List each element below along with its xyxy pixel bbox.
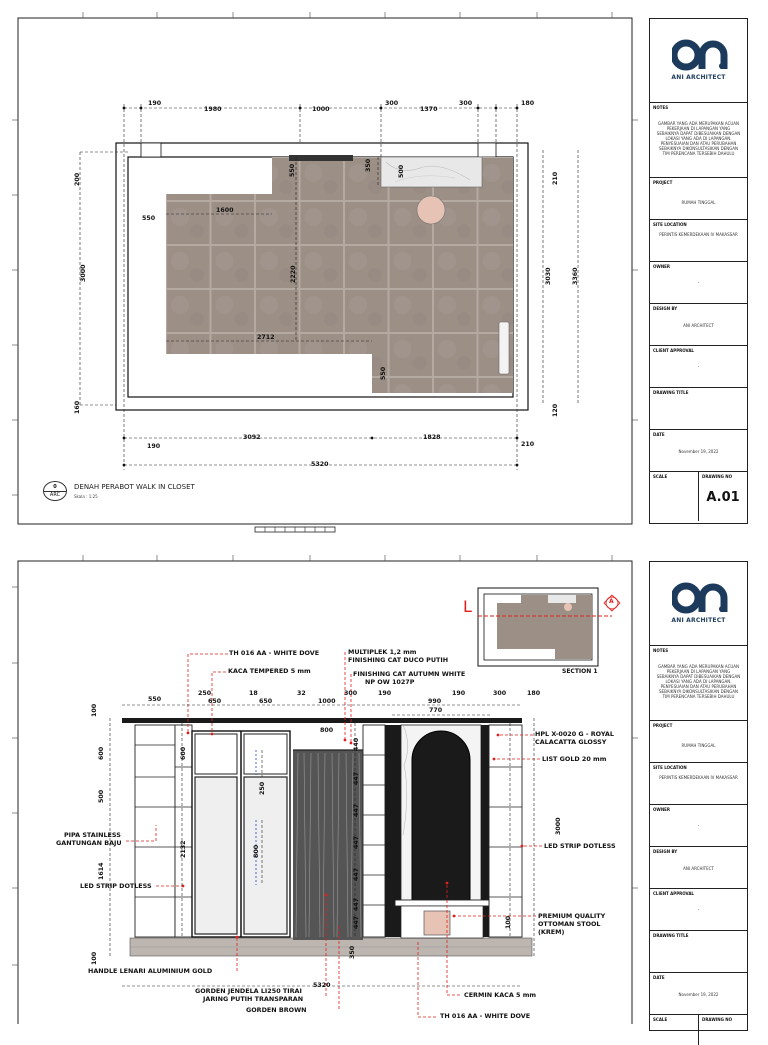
drawing-no-label: DRAWING NO [702,474,732,479]
label-th016-bottom: TH 016 AA - WHITE DOVE [440,1012,531,1020]
plan-scale: Skala : 1:25 [74,494,98,499]
dim-right-2: 3360 [572,267,579,285]
dim-bottom-3: 210 [521,441,535,448]
label-gorden-jendela-1: GORDEN JENDELA LI250 TIRAI [195,987,302,995]
client-section [650,889,747,931]
drawing-no-label: DRAWING NO [702,1017,732,1022]
label-th016-top: TH 016 AA - WHITE DOVE [229,649,320,657]
dim-inner-350: 350 [365,158,372,172]
site-value: PERINTIS KEMERDEKAAN IV MAKASSAR [659,775,738,780]
client-label: CLIENT APPROVAL [653,348,694,353]
edim-inner-447e: 447 [353,897,360,911]
project-label: PROJECT [653,723,673,728]
logo-icon [672,582,728,614]
date-value: November 19, 2022 [678,992,719,997]
dim-inner-550c: 550 [289,163,296,177]
edim-inner-447f: 447 [353,915,360,929]
edim-inner-100: 100 [505,915,512,929]
edim-top-4: 650 [259,698,273,705]
edim-inner-447c: 447 [353,835,360,849]
design-label: DESIGN BY [653,849,678,854]
scale-bar [255,527,335,532]
notes-label: NOTES [653,648,669,653]
key-marker: A [609,598,614,605]
edim-left-0: 100 [91,703,98,717]
title-block-2 [649,561,748,1031]
site-section [650,763,747,805]
ottoman-stool [424,911,450,935]
label-ottoman-2: OTTOMAN STOOL [538,920,601,928]
dim-inner-550b: 550 [380,366,387,380]
owner-label: OWNER [653,807,670,812]
design-value: ANI ARCHITECT [683,323,714,328]
project-section [650,721,747,763]
date-section [650,973,747,1015]
edim-inner-447d: 447 [353,867,360,881]
edim-top-10: 190 [452,690,466,697]
design-section [650,304,747,346]
label-finishing-autumn-2: NP OW 1027P [365,678,415,686]
design-value: ANI ARCHITECT [683,866,714,871]
dim-right-3: 120 [552,403,559,417]
label-finishing-autumn-1: FINISHING CAT AUTUMN WHITE [353,670,466,678]
marble-counter [381,157,482,187]
logo [650,19,747,103]
title-block [649,18,748,524]
drawing-no-value: A.01 [706,490,740,505]
edim-left-1: 600 [98,746,105,760]
edim-inner-2132: 2132 [180,840,187,858]
dim-inner-1600: 1600 [216,207,234,214]
label-handle: HANDLE LENARI ALUMINIUM GOLD [88,967,213,975]
label-led-left: LED STRIP DOTLESS [80,882,152,890]
owner-value: - [697,823,700,828]
dim-top-3: 300 [385,100,399,107]
dim-bottom-2: 1828 [423,434,441,441]
owner-value: - [697,280,700,285]
edim-top-12: 180 [527,690,541,697]
edim-top-6: 1000 [318,698,336,705]
date-label: DATE [653,432,665,437]
site-value: PERINTIS KEMERDEKAAN IV MAKASSAR [659,232,738,237]
design-section [650,847,747,889]
label-hpl-1: HPL X-0020 G - ROYAL [535,730,614,738]
edim-top-5: 32 [297,690,306,697]
scale-cell [650,472,698,521]
label-cermin: CERMIN KACA 5 mm [464,991,537,999]
badge-number: 0 [53,484,57,490]
edim-top-9: 990 [428,698,442,705]
round-stool [417,196,445,224]
edim-inner-447a: 447 [353,771,360,785]
edim-inner-350: 350 [349,945,356,959]
scale-section [650,1015,747,1045]
owner-section [650,805,747,847]
client-value: - [697,907,700,912]
label-ottoman-1: PREMIUM QUALITY [538,912,606,920]
dim-right-0: 210 [552,171,559,185]
edim-inner-250: 250 [259,781,266,795]
scale-cell [650,1015,698,1045]
edim-inner-440: 440 [353,737,360,751]
label-led-right: LED STRIP DOTLESS [544,842,616,850]
edim-inner-3000: 3000 [555,817,562,835]
dim-left-2: 160 [74,400,81,414]
dim-inner-500: 500 [398,164,405,178]
brand-name: ANI ARCHITECT [671,74,726,81]
client-value: - [697,364,700,369]
dim-bottom-0: 190 [147,443,161,450]
edim-inner-800: 800 [320,727,334,734]
drawing-no-cell [698,1015,747,1045]
edim-top-7: 300 [344,690,358,697]
scale-section [650,472,747,521]
dim-top-1: 1980 [204,106,222,113]
shelf-top [289,155,353,161]
client-section [650,346,747,388]
key-letter: L [463,597,472,616]
edim-left-2: 500 [98,789,105,803]
notes-section [650,646,747,721]
label-multiplek: MULTIPLEK 1,2 mm [348,648,417,656]
drawing-badge [43,481,67,501]
label-hpl-2: CALACATTA GLOSSY [535,738,607,746]
edim-inner-447b: 447 [353,803,360,817]
edim-total: 5320 [313,982,331,989]
edim-top-1: 250 [198,690,212,697]
edim-top-13: 770 [429,707,443,714]
label-list-gold: LIST GOLD 20 mm [542,755,607,763]
project-section [650,178,747,220]
edim-top-2: 650 [208,698,222,705]
project-label: PROJECT [653,180,673,185]
design-label: DESIGN BY [653,306,678,311]
dim-top-4: 1370 [420,106,438,113]
dim-top-6: 180 [521,100,535,107]
dim-inner-2712: 2712 [257,334,275,341]
edim-left-3: 1614 [98,862,105,880]
client-label: CLIENT APPROVAL [653,891,694,896]
edim-top-3: 18 [249,690,258,697]
dim-inner-2220: 2220 [290,265,297,283]
label-ottoman-3: (KREM) [538,928,565,936]
logo-2 [650,562,747,646]
date-label: DATE [653,975,665,980]
site-label: SITE LOCATION [653,222,687,227]
edim-top-11: 300 [493,690,507,697]
owner-section [650,262,747,304]
dim-left-1: 3000 [80,264,87,282]
edim-left-4: 100 [91,951,98,965]
window-right [478,143,496,157]
site-label: SITE LOCATION [653,765,687,770]
edim-inner-800b: 800 [253,844,260,858]
brand-name: ANI ARCHITECT [671,617,726,624]
label-kaca: KACA TEMPERED 5 mm [228,667,311,675]
dim-left-0: 200 [74,172,81,186]
dim-bottom-1: 3092 [243,434,261,441]
dim-top-5: 300 [459,100,473,107]
plan-title: DENAH PERABOT WALK IN CLOSET [74,483,195,491]
dim-inner-550: 550 [142,215,156,222]
drawing-title-section [650,931,747,973]
logo-icon [672,39,728,71]
dim-right-1: 3030 [545,267,552,285]
date-value: November 19, 2022 [678,449,719,454]
edim-inner-600: 600 [180,746,187,760]
drawing-title-label: DRAWING TITLE [653,933,689,938]
label-pipa-2: GANTUNGAN BAJU [56,839,122,847]
date-section [650,430,747,472]
notes-text: GAMBAR YANG ADA MERUPAKAN ACUAN PEKERJAAN DI LAPANGAN YANG SEBAIKNYA DAPAT DIBESUAIKAN DENGAN LOKASI YANG ADA DI LAPANGAN. PENYESUAIAN DAN ATAU PERUBAHAN SEBAIKNYA DIKONSULTASIKAN DENGAN TIM PERENCANA TERSEBIH DAHULU [656,121,741,156]
drawing-no-cell [698,472,747,521]
edim-top-8: 190 [378,690,392,697]
key-plan [478,588,620,666]
label-pipa-1: PIPA STAINLESS [64,831,121,839]
section-label: SECTION 1 [562,668,598,675]
notes-section [650,103,747,178]
notes-text: GAMBAR YANG ADA MERUPAKAN ACUAN PEKERJAAN DI LAPANGAN YANG SEBAIKNYA DAPAT DIBESUAIKAN DENGAN LOKASI YANG ADA DI LAPANGAN. PENYESUAIAN DAN ATAU PERUBAHAN SEBAIKNYA DIKONSULTASIKAN DENGAN TIM PERENCANA TERSEBIH DAHULU [656,664,741,699]
label-gorden-jendela-2: JARING PUTIH TRANSPARAN [203,995,304,1003]
scale-label: SCALE [653,1017,668,1022]
dim-bottom-total: 5320 [311,461,329,468]
drawing-title-section [650,388,747,430]
notes-label: NOTES [653,105,669,110]
label-finishing-duco: FINISHING CAT DUCO PUTIH [348,656,449,664]
drawing-title-label: DRAWING TITLE [653,390,689,395]
badge-text: ARC [44,491,66,498]
side-bench [499,322,509,374]
label-gorden-brown: GORDEN BROWN [246,1006,307,1014]
dim-top-0: 190 [148,100,162,107]
project-value: RUMAH TINGGAL [681,743,716,748]
project-value: RUMAH TINGGAL [681,200,716,205]
dim-top-2: 1000 [312,106,330,113]
edim-top-0: 550 [148,696,162,703]
window-left [141,143,161,157]
owner-label: OWNER [653,264,670,269]
site-section [650,220,747,262]
scale-label: SCALE [653,474,668,479]
sheet-elevation [0,545,768,1024]
